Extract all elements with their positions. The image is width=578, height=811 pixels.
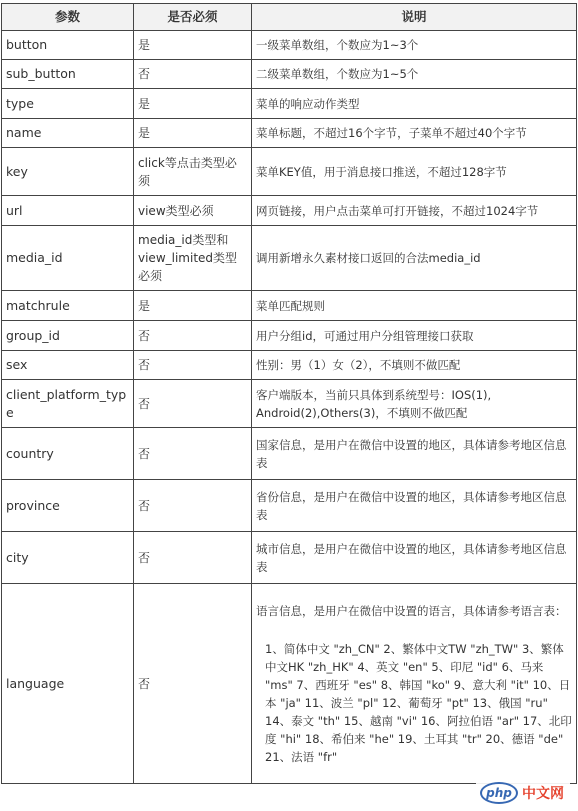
required-cell: 是	[134, 119, 252, 148]
php-logo-icon: php	[480, 782, 518, 804]
param-cell: country	[2, 428, 134, 480]
description-cell: 用户分组id，可通过用户分组管理接口获取	[252, 321, 577, 351]
required-cell: 否	[134, 532, 252, 584]
table-row	[2, 31, 577, 60]
header-required: 是否必须	[134, 4, 252, 31]
description-cell: 性别：男（1）女（2），不填则不做匹配	[252, 351, 577, 380]
required-cell: 否	[134, 60, 252, 89]
required-cell: 否	[134, 584, 252, 784]
table-row	[2, 291, 577, 321]
header-param: 参数	[2, 4, 134, 31]
param-cell: city	[2, 532, 134, 584]
description-cell: 国家信息，是用户在微信中设置的地区，具体请参考地区信息表	[252, 428, 577, 480]
param-cell: sub_button	[2, 60, 134, 89]
param-cell: media_id	[2, 226, 134, 291]
description-cell: 菜单的响应动作类型	[252, 89, 577, 119]
table-row	[2, 196, 577, 226]
description-cell: 菜单标题，不超过16个字节，子菜单不超过40个字节	[252, 119, 577, 148]
description-cell: 调用新增永久素材接口返回的合法media_id	[252, 226, 577, 291]
required-cell: click等点击类型必须	[134, 148, 252, 196]
required-cell: 是	[134, 31, 252, 60]
param-cell: matchrule	[2, 291, 134, 321]
required-cell: 否	[134, 321, 252, 351]
param-cell: group_id	[2, 321, 134, 351]
php-cn-watermark	[476, 780, 570, 807]
spacer	[256, 620, 572, 640]
required-cell: 否	[134, 480, 252, 532]
description-cell: 二级菜单数组，个数应为1~5个	[252, 60, 577, 89]
language-list: 1、简体中文 "zh_CN" 2、繁体中文TW "zh_TW" 3、繁体中文HK "zh_HK" 4、英文 "en" 5、印尼 "id" 6、马来 "ms" 7、西班牙 "es" 8、韩国 "ko" 9、意大利 "it" 10、日本 "ja" 11、波兰 "pl" 12、葡萄牙 "pt" 13、俄国 "ru" 14、泰文 "th" 15、越南 "vi" 16、阿拉伯语 "ar" 17、北印度 "hi" 18、希伯来 "he" 19、土耳其 "tr" 20、德语 "de" 21、法语 "fr"	[265, 641, 572, 764]
description-cell: 一级菜单数组，个数应为1~3个	[252, 31, 577, 60]
header-row	[2, 4, 577, 31]
table-row	[2, 226, 577, 291]
language-intro: 语言信息，是用户在微信中设置的语言，具体请参考语言表：	[256, 603, 567, 618]
header-description: 说明	[252, 4, 577, 31]
table-row	[2, 119, 577, 148]
table-row	[2, 532, 577, 584]
required-cell: 否	[134, 380, 252, 428]
description-cell: 客户端版本，当前只具体到系统型号：IOS(1), Android(2),Others(3)，不填则不做匹配	[252, 380, 577, 428]
param-cell: type	[2, 89, 134, 119]
param-cell: button	[2, 31, 134, 60]
param-cell: language	[2, 584, 134, 784]
description-cell: 城市信息，是用户在微信中设置的地区，具体请参考地区信息表	[252, 532, 577, 584]
description-cell: 省份信息，是用户在微信中设置的地区，具体请参考地区信息表	[252, 480, 577, 532]
required-cell: 是	[134, 291, 252, 321]
param-cell: key	[2, 148, 134, 196]
param-cell: name	[2, 119, 134, 148]
table-row	[2, 89, 577, 119]
param-cell: url	[2, 196, 134, 226]
watermark-site-text: 中文网	[522, 786, 564, 802]
table-row	[2, 148, 577, 196]
description-cell: 网页链接，用户点击菜单可打开链接，不超过1024字节	[252, 196, 577, 226]
param-cell: province	[2, 480, 134, 532]
table-row	[2, 60, 577, 89]
table-row	[2, 480, 577, 532]
description-cell	[252, 584, 577, 784]
params-table	[1, 3, 577, 784]
table-row	[2, 351, 577, 380]
required-cell: view类型必须	[134, 196, 252, 226]
table-row	[2, 584, 577, 784]
required-cell: 是	[134, 89, 252, 119]
table-row	[2, 428, 577, 480]
description-cell: 菜单匹配规则	[252, 291, 577, 321]
required-cell: 否	[134, 351, 252, 380]
table-row	[2, 321, 577, 351]
table-row	[2, 380, 577, 428]
required-cell: media_id类型和view_limited类型必须	[134, 226, 252, 291]
description-cell: 菜单KEY值，用于消息接口推送，不超过128字节	[252, 148, 577, 196]
param-cell: sex	[2, 351, 134, 380]
param-cell: client_platform_type	[2, 380, 134, 428]
required-cell: 否	[134, 428, 252, 480]
